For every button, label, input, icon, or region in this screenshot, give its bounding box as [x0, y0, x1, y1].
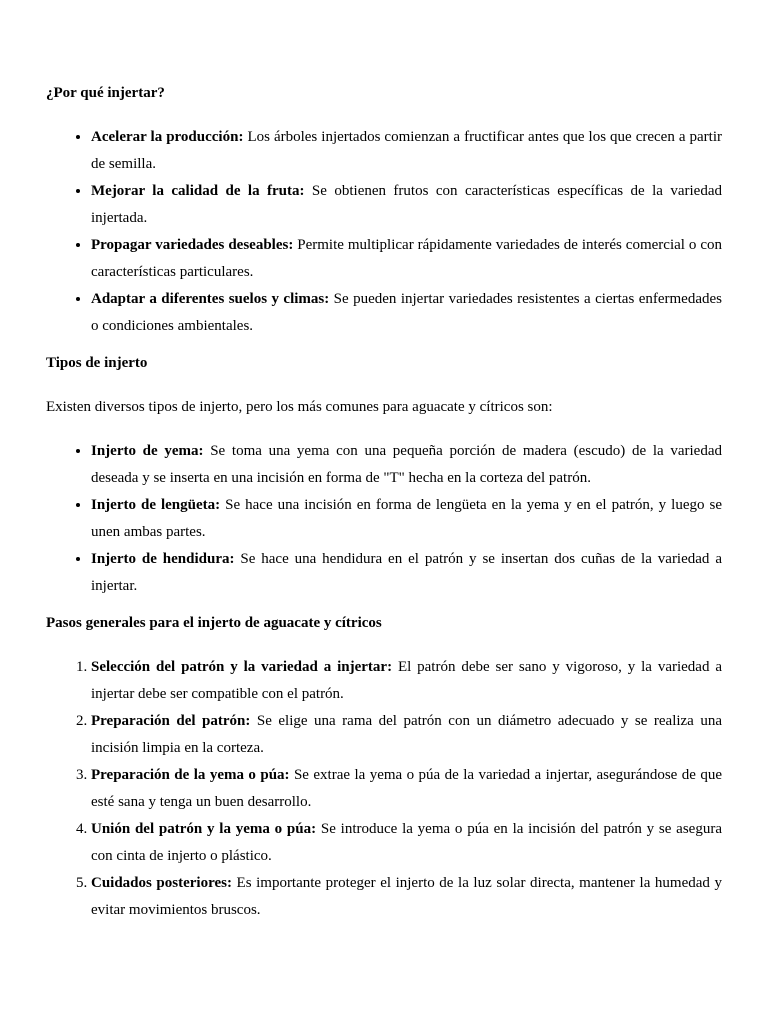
item-term: Propagar variedades deseables:: [91, 237, 294, 253]
item-text: Se introduce la yema o púa en la incisión del patrón y se asegura con cinta de injerto o plástico.: [91, 821, 722, 864]
spacer: [46, 107, 722, 124]
spacer: [46, 340, 722, 350]
item-text: Es importante proteger el injerto de la luz solar directa, mantener la humedad y evitar movimientos bruscos.: [91, 875, 722, 918]
list-item: [91, 438, 722, 492]
item-text: Los árboles injertados comienzan a fructificar antes que los que crecen a partir de semilla.: [91, 129, 722, 172]
list-item: [91, 286, 722, 340]
item-text: El patrón debe ser sano y vigoroso, y la variedad a injertar debe ser compatible con el patrón.: [91, 659, 722, 702]
item-term: Acelerar la producción:: [91, 129, 244, 145]
reasons-list: [46, 124, 722, 340]
item-text: Se hace una incisión en forma de lengüeta en la yema y en el patrón, y luego se unen ambas partes.: [91, 497, 722, 540]
graft-types-intro: Existen diversos tipos de injerto, pero los más comunes para aguacate y cítricos son:: [46, 399, 553, 415]
list-item: [91, 546, 722, 600]
list-item: [91, 870, 722, 924]
section-heading-graft-types: Tipos de injerto: [46, 355, 148, 371]
item-term: Cuidados posteriores:: [91, 875, 232, 891]
item-text: Se extrae la yema o púa de la variedad a injertar, asegurándose de que esté sana y tenga un buen desarrollo.: [91, 767, 723, 810]
list-item: [91, 492, 722, 546]
list-item: [91, 232, 722, 286]
spacer: [46, 421, 722, 438]
item-term: Selección del patrón y la variedad a injertar:: [91, 659, 393, 675]
item-text: Se toma una yema con una pequeña porción de madera (escudo) de la variedad deseada y se inserta en una incisión en forma de "T" hecha en la corteza del patrón.: [91, 443, 722, 486]
item-term: Injerto de lengüeta:: [91, 497, 221, 513]
item-text: Se hace una hendidura en el patrón y se insertan dos cuñas de la variedad a injertar.: [91, 551, 722, 594]
item-term: Preparación de la yema o púa:: [91, 767, 290, 783]
section-heading-why-graft: ¿Por qué injertar?: [46, 85, 165, 101]
item-term: Mejorar la calidad de la fruta:: [91, 183, 305, 199]
item-term: Adaptar a diferentes suelos y climas:: [91, 291, 330, 307]
list-item: [91, 654, 722, 708]
item-text: Se pueden injertar variedades resistentes a ciertas enfermedades o condiciones ambientales.: [91, 291, 722, 334]
spacer: [46, 377, 722, 394]
list-item: [91, 708, 722, 762]
steps-list: [46, 654, 722, 924]
spacer: [46, 637, 722, 654]
list-item: [91, 816, 722, 870]
item-term: Preparación del patrón:: [91, 713, 251, 729]
spacer: [46, 600, 722, 610]
section-heading-general-steps: Pasos generales para el injerto de aguacate y cítricos: [46, 615, 382, 631]
item-term: Injerto de hendidura:: [91, 551, 235, 567]
list-item: [91, 762, 722, 816]
item-text: Permite multiplicar rápidamente variedades de interés comercial o con características particulares.: [91, 237, 722, 280]
item-term: Unión del patrón y la yema o púa:: [91, 821, 317, 837]
item-term: Injerto de yema:: [91, 443, 204, 459]
list-item: [91, 124, 722, 178]
graft-types-list: [46, 438, 722, 600]
item-text: Se obtienen frutos con características específicas de la variedad injertada.: [91, 183, 723, 226]
item-text: Se elige una rama del patrón con un diámetro adecuado y se realiza una incisión limpia en la corteza.: [91, 713, 722, 756]
list-item: [91, 178, 722, 232]
